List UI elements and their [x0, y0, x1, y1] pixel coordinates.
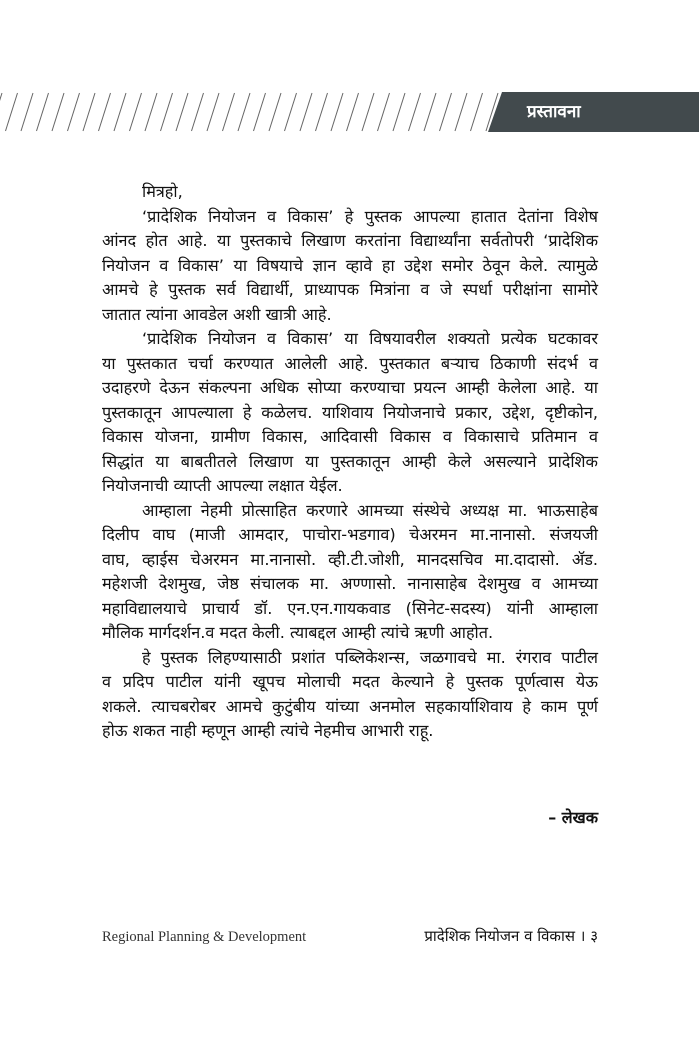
paragraph-line: वाघ, व्हाईस चेअरमन मा.नानासो. व्ही.टी.जोशी, मानदसचिव मा.दादासो. ॲड. — [102, 549, 598, 569]
paragraph-line: आमचे हे पुस्तक सर्व विद्यार्थी, प्राध्यापक मित्रांना व जे स्पर्धा परीक्षांना सामोरे — [102, 280, 598, 299]
stripe — [83, 93, 95, 131]
stripe — [471, 93, 483, 131]
stripe — [300, 93, 312, 131]
paragraph-line: विकास योजना, ग्रामीण विकास, आदिवासी विकास व विकासाचे प्रतिमान व — [102, 427, 598, 446]
stripe — [316, 93, 328, 131]
stripe — [130, 93, 142, 131]
page-content — [102, 180, 598, 947]
paragraph-line: या पुस्तकात चर्चा करण्यात आलेली आहे. पुस्तकात बऱ्याच ठिकाणी संदर्भ व — [102, 353, 598, 373]
paragraph-line: मौलिक मार्गदर्शन.व मदत केली. त्याबद्दल आम्ही त्यांचे ऋणी आहोत. — [102, 623, 494, 642]
paragraph-line: आंनद होत आहे. या पुस्तकाचे लिखाण करतांना विद्यार्थ्यांना सर्वतोपरी ‘प्रादेशिक — [102, 231, 598, 250]
paragraph-line: होऊ शकत नाही म्हणून आम्ही त्यांचे नेहमीच आभारी राहू. — [102, 721, 434, 740]
salutation: मित्रहो, — [142, 182, 183, 201]
paragraph-line: व प्रदिप पाटील यांनी खूपच मोलाची मदत केल्याने हे पुस्तक पूर्णत्वास येऊ — [102, 672, 598, 691]
stripe — [99, 93, 111, 131]
footer-book-title-english: Regional Planning & Development — [102, 928, 307, 945]
stripe — [331, 93, 343, 131]
footer-page-number: प्रादेशिक नियोजन व विकास । ३ — [424, 926, 598, 945]
stripe — [37, 93, 49, 131]
stripe — [192, 93, 204, 131]
paragraph-line: दिलीप वाघ (माजी आमदार, पाचोरा-भडगाव) चेअरमन मा.नानासो. संजयजी — [102, 525, 598, 544]
stripe-pattern — [0, 92, 699, 132]
stripe — [378, 93, 390, 131]
stripe — [347, 93, 359, 131]
header-band — [0, 92, 699, 132]
stripe — [223, 93, 235, 131]
stripe — [161, 93, 173, 131]
stripe — [424, 93, 436, 131]
stripe — [145, 93, 157, 131]
stripe — [21, 93, 33, 131]
stripe — [285, 93, 297, 131]
stripe — [269, 93, 281, 131]
stripe — [114, 93, 126, 131]
paragraph-line: आम्हाला नेहमी प्रोत्साहित करणारे आमच्या संस्थेचे अध्यक्ष मा. भाऊसाहेब — [142, 500, 598, 520]
preface-body — [102, 180, 598, 744]
stripe — [0, 93, 2, 131]
stripe — [455, 93, 467, 131]
stripe — [52, 93, 64, 131]
paragraph-line: ‘प्रादेशिक नियोजन व विकास’ हे पुस्तक आपल्या हातात देतांना विशेष — [142, 206, 598, 226]
paragraph-line: सिद्धांत या बाबतीतले लिखाण या पुस्तकातून आम्ही केले असल्याने प्रादेशिक — [102, 451, 598, 471]
page-footer — [102, 926, 598, 947]
author-signature: – लेखक — [548, 807, 598, 827]
paragraph-line: नियोजनाची व्याप्ती आपल्या लक्षात येईल. — [102, 476, 343, 495]
paragraph-line: महाविद्यालयाचे प्राचार्य डॉ. एन.एन.गायकवाड (सिनेट-सदस्य) यांनी आम्हाला — [102, 598, 598, 618]
paragraph-line: ‘प्रादेशिक नियोजन व विकास’ या विषयावरील शक्यतो प्रत्येक घटकावर — [142, 329, 598, 348]
stripe — [362, 93, 374, 131]
stripe — [409, 93, 421, 131]
paragraph-line: पुस्तकातून आपल्याला हे कळेलच. याशिवाय नियोजनाचे प्रकार, उद्देश, दृष्टीकोन, — [102, 402, 598, 422]
paragraph-line: शकले. त्याचबरोबर आमचे कुटुंबीय यांच्या अनमोल सहकार्याशिवाय हे काम पूर्ण — [102, 696, 598, 716]
paragraph-line: हे पुस्तक लिहण्यासाठी प्रशांत पब्लिकेशन्स, जळगावचे मा. रंगराव पाटील — [142, 647, 598, 667]
stripe — [238, 93, 250, 131]
stripe — [176, 93, 188, 131]
stripe — [440, 93, 452, 131]
stripe — [6, 93, 18, 131]
title-band — [488, 92, 699, 132]
page-title: प्रस्तावना — [527, 102, 581, 122]
stripe — [207, 93, 219, 131]
stripe — [68, 93, 80, 131]
stripe — [393, 93, 405, 131]
stripe — [254, 93, 266, 131]
paragraph-line: नियोजन व विकास’ या विषयाचे ज्ञान व्हावे हा उद्देश समोर ठेवून केले. त्यामुळे — [102, 255, 598, 275]
paragraph-line: महेशजी देशमुख, जेष्ठ संचालक मा. अण्णासो. नानासाहेब देशमुख व आमच्या — [102, 574, 598, 593]
paragraph-line: जातात त्यांना आवडेल अशी खात्री आहे. — [102, 304, 332, 324]
paragraph-line: उदाहरणे देऊन संकल्पना अधिक सोप्या करण्याचा प्रयत्न आम्ही केलेला आहे. या — [102, 378, 598, 397]
